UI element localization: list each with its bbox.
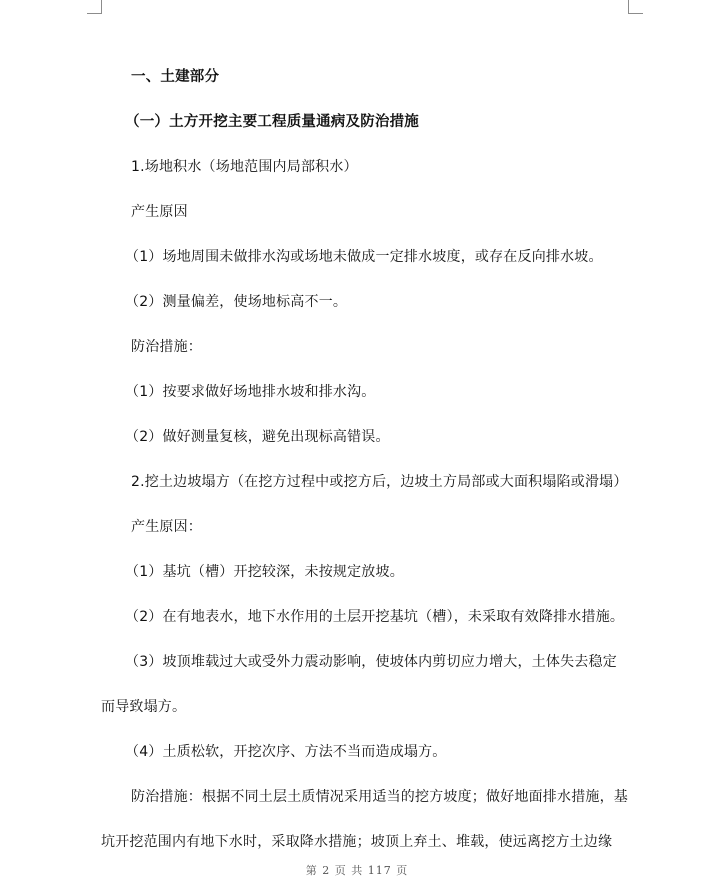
paragraph: （3）坡顶堆载过大或受外力震动影响，使坡体内剪切应力增大，土体失去稳定 [125,654,617,670]
paragraph-continuation: 坑开挖范围内有地下水时，采取降水措施；坡顶上弃土、堆载，使远离挖方土边缘 [101,834,613,850]
paragraph: （1）基坑（槽）开挖较深，未按规定放坡。 [125,564,404,580]
paragraph: 产生原因： [131,519,202,535]
section-heading: 一、土建部分 [131,69,220,85]
paragraph: 防治措施： [131,339,202,355]
crop-mark-top-right-horizontal [628,13,643,14]
paragraph: （2）测量偏差，使场地标高不一。 [125,294,348,310]
crop-mark-top-left-horizontal [87,13,102,14]
paragraph-continuation: 而导致塌方。 [101,699,187,715]
paragraph: （2）做好测量复核，避免出现标高错误。 [125,429,390,445]
item-title: 2.挖土边坡塌方（在挖方过程中或挖方后，边坡土方局部或大面积塌陷或滑塌） [131,474,628,490]
crop-mark-top-left-vertical [101,0,102,14]
item-title: 1.场地积水（场地范围内局部积水） [131,159,358,175]
crop-mark-top-right-vertical [628,0,629,14]
page-number-footer: 第 2 页 共 117 页 [305,864,409,877]
paragraph: （1）场地周围未做排水沟或场地未做成一定排水坡度，或存在反向排水坡。 [125,249,603,265]
paragraph: 防治措施：根据不同土层土质情况采用适当的挖方坡度；做好地面排水措施，基 [131,789,628,805]
paragraph: （1）按要求做好场地排水坡和排水沟。 [125,384,376,400]
paragraph: （4）土质松软，开挖次序、方法不当而造成塌方。 [125,744,447,760]
subsection-heading: （一）土方开挖主要工程质量通病及防治措施 [125,114,419,130]
paragraph: 产生原因 [131,204,188,220]
paragraph: （2）在有地表水，地下水作用的土层开挖基坑（槽），未采取有效降排水措施。 [125,609,625,625]
